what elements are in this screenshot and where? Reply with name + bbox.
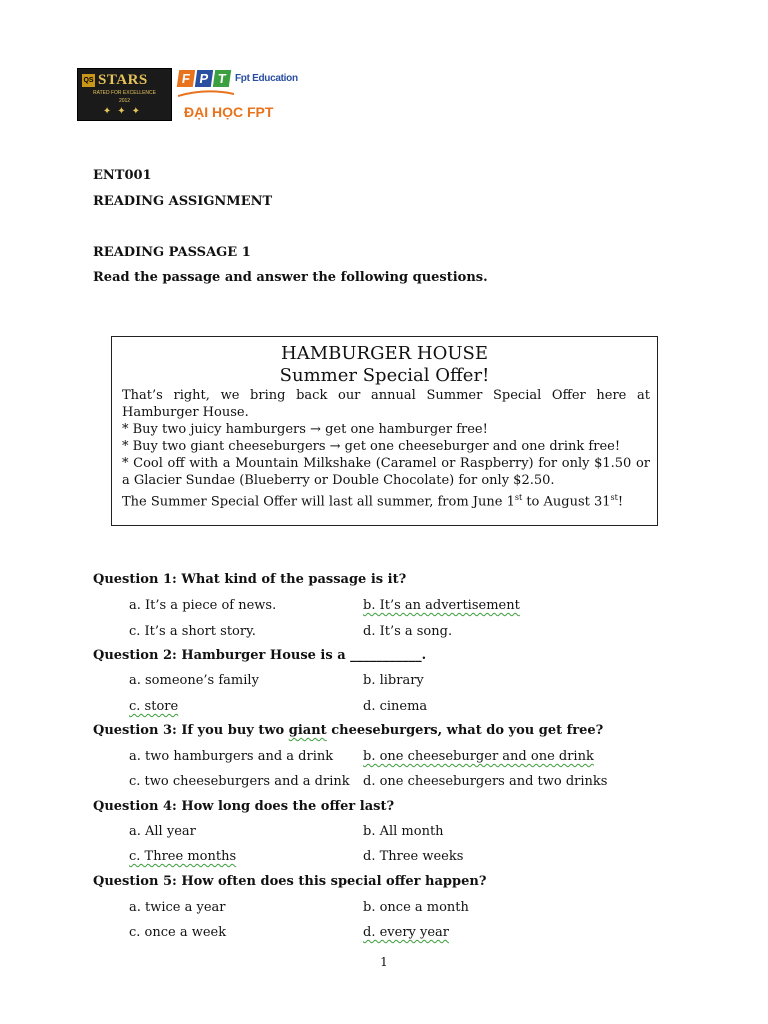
qs-year: 2012 <box>118 98 131 104</box>
question-3: Question 3: If you buy two giant cheeseburgers, what do you get free? <box>93 723 604 738</box>
fpt-university-text: ĐẠI HỌC FPT <box>184 104 274 120</box>
passage-line: * Cool off with a Mountain Milkshake (Caramel or Raspberry) for only $1.50 or a Glacier Sundae (Blueberry or Double Chocolate) for only $2.50. <box>122 456 650 488</box>
option-2c: c. store <box>129 699 179 714</box>
option-5d: d. every year <box>363 925 450 940</box>
page-number: 1 <box>380 955 388 969</box>
fpt-letter-t: T <box>213 70 231 87</box>
passage-body <box>122 387 650 510</box>
fpt-swoosh-icon <box>178 90 234 98</box>
qs-badge: QS <box>82 74 95 87</box>
option-2d: d. cinema <box>363 699 428 714</box>
fpt-letter-p: P <box>195 70 213 87</box>
option-5c: c. once a week <box>129 925 227 940</box>
option-1c: c. It’s a short story. <box>129 624 256 639</box>
option-4b: b. All month <box>363 824 444 839</box>
question-4: Question 4: How long does the offer last? <box>93 799 395 814</box>
passage-box <box>111 336 658 526</box>
qs-stars-title: STARS <box>98 72 148 88</box>
option-1a: a. It’s a piece of news. <box>129 598 277 613</box>
option-3c: c. two cheeseburgers and a drink <box>129 774 350 789</box>
option-5a: a. twice a year <box>129 900 226 915</box>
fpt-education-text: Fpt Education <box>235 73 298 84</box>
passage-line: * Buy two giant cheeseburgers → get one cheeseburger and one drink free! <box>122 439 621 454</box>
option-1d: d. It’s a song. <box>363 624 453 639</box>
passage-heading: READING PASSAGE 1 <box>93 245 251 260</box>
passage-line: That’s right, we bring back our annual Summer Special Offer here at Hamburger House. <box>122 388 650 420</box>
option-3d: d. one cheeseburgers and two drinks <box>363 774 608 789</box>
option-1b: b. It’s an advertisement <box>363 598 520 613</box>
assignment-title: READING ASSIGNMENT <box>93 194 273 209</box>
question-1: Question 1: What kind of the passage is it? <box>93 572 407 587</box>
course-code: ENT001 <box>93 168 152 183</box>
option-5b: b. once a month <box>363 900 469 915</box>
question-2: Question 2: Hamburger House is a ___________. <box>93 648 427 663</box>
qs-rating-stars: ✦✦✦ <box>102 106 147 117</box>
option-2b: b. library <box>363 673 424 688</box>
option-2a: a. someone’s family <box>129 673 259 688</box>
fpt-education-logo <box>178 68 304 124</box>
qs-subtitle: RATED FOR EXCELLENCE <box>93 90 156 96</box>
passage-line: * Buy two juicy hamburgers → get one hamburger free! <box>122 422 488 437</box>
instruction-text: Read the passage and answer the following questions. <box>93 270 488 285</box>
qs-stars-logo <box>77 68 172 121</box>
passage-title: HAMBURGER HOUSE <box>281 343 488 364</box>
passage-subtitle: Summer Special Offer! <box>279 365 490 386</box>
option-3b: b. one cheeseburger and one drink <box>363 749 594 764</box>
option-4a: a. All year <box>129 824 196 839</box>
passage-line-dates: The Summer Special Offer will last all summer, from June 1st to August 31st! <box>122 493 624 510</box>
fpt-letter-f: F <box>177 70 195 87</box>
option-4c: c. Three months <box>129 849 237 864</box>
question-5: Question 5: How often does this special offer happen? <box>93 874 487 889</box>
option-4d: d. Three weeks <box>363 849 464 864</box>
option-3a: a. two hamburgers and a drink <box>129 749 334 764</box>
